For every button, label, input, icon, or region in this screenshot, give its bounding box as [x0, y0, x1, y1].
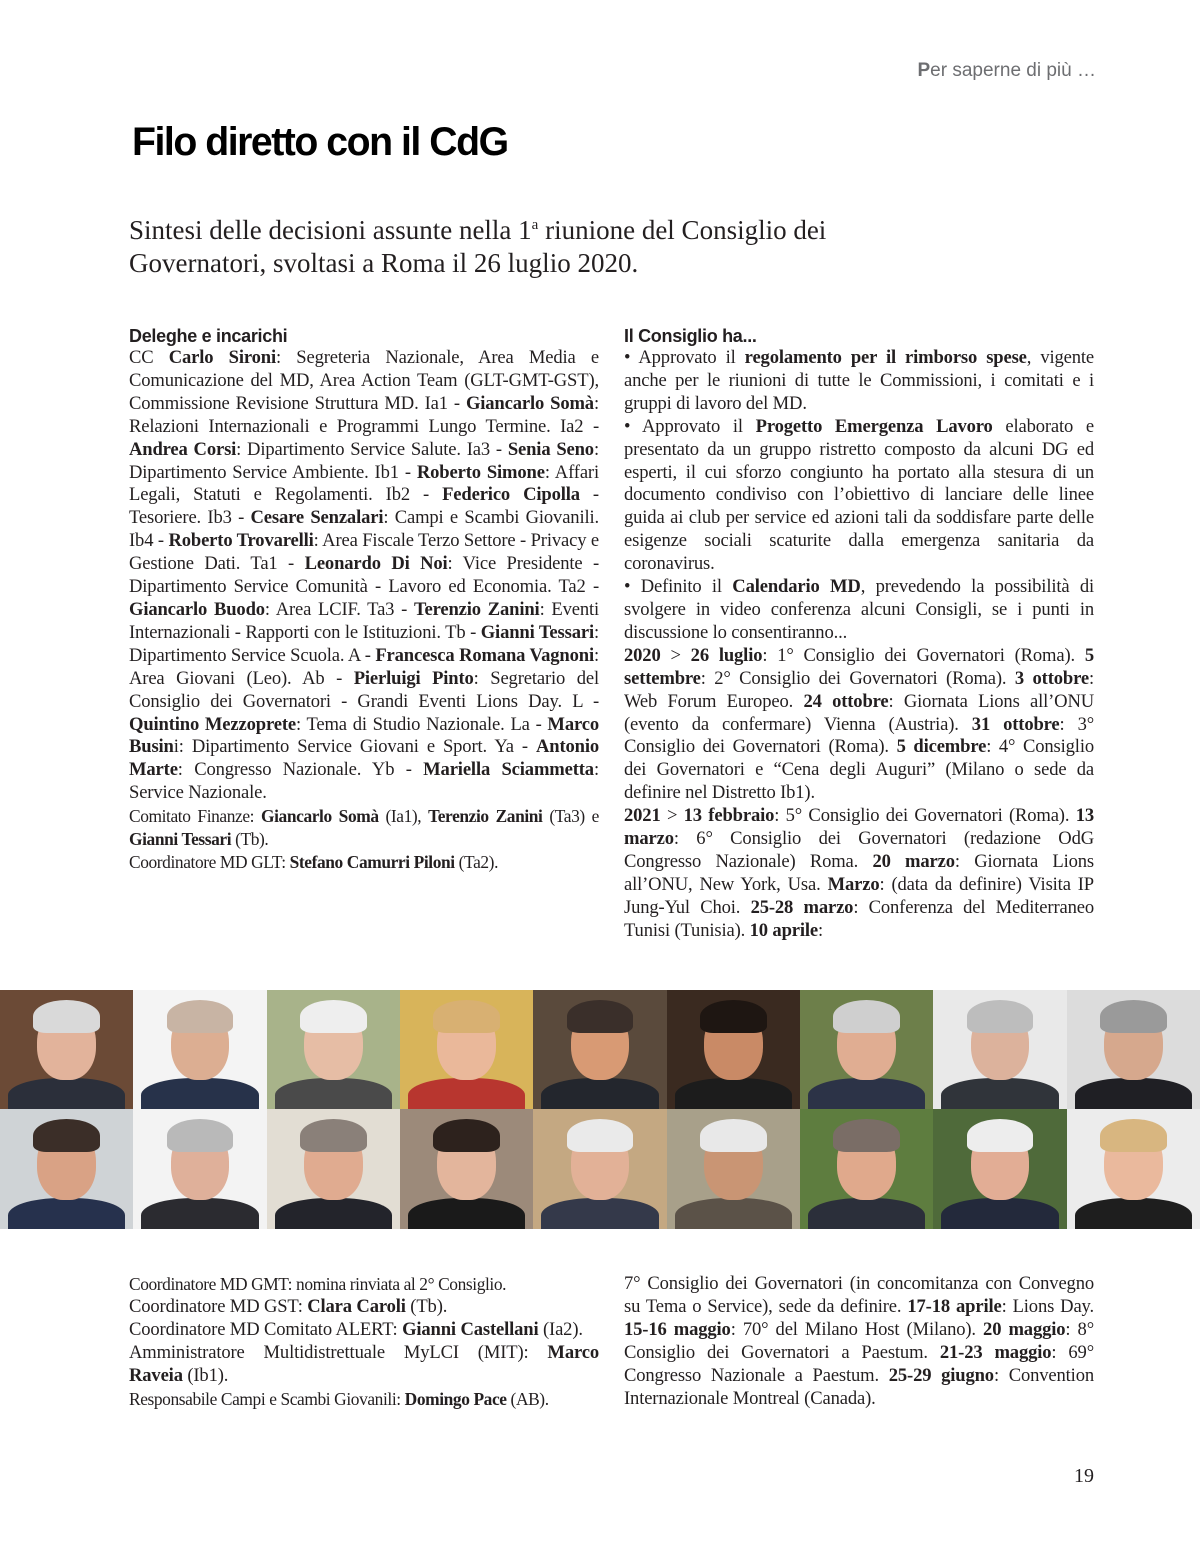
text-run: Responsabile Campi e Scambi Giovanili: — [129, 1388, 405, 1409]
text-run: • Approvato il — [624, 415, 756, 437]
bold-text: Roberto Trovarelli — [168, 530, 314, 552]
text-run: (Tb). — [231, 829, 269, 850]
paragraph — [624, 1273, 1094, 1410]
portrait-hair — [700, 1000, 767, 1033]
bold-text: Pierluigi Pinto — [353, 667, 474, 689]
governor-portrait — [0, 990, 133, 1109]
text-run: : Campi e Scambi Giovanili. Ib4 - — [129, 507, 599, 552]
portrait-body — [275, 1078, 392, 1109]
bold-text: Stefano Camurri Piloni — [289, 851, 455, 872]
bold-text: regolamento per il rimborso spese — [744, 347, 1027, 368]
bold-text: Carlo Sironi — [168, 347, 277, 368]
bottom-right-body — [624, 1273, 1094, 1410]
page-subtitle — [129, 209, 959, 280]
bold-text: 25-28 marzo — [750, 896, 854, 918]
bold-text: Calendario MD — [732, 576, 861, 598]
bold-text: Francesca Romana Vagnoni — [375, 644, 594, 666]
portrait-hair — [167, 1000, 234, 1033]
text-run: : 3° Consiglio dei Governatori (Roma). — [624, 713, 1095, 758]
text-run: : Segreteria Nazionale, Area Media e Comunicazione del MD, Area Action Team (GLT-GMT-GST), Commissione Revisione Struttura MD. Ia1 - — [129, 347, 599, 414]
bold-text: 3 ottobre — [1014, 667, 1089, 689]
portrait-body — [8, 1198, 125, 1229]
governors-photo-grid — [0, 990, 1200, 1229]
text-run: CC — [129, 347, 169, 368]
portrait-body — [675, 1198, 792, 1229]
portrait-body — [808, 1078, 925, 1109]
governor-portrait — [133, 1109, 266, 1229]
subtitle-superscript: a — [531, 217, 539, 233]
page-title: Filo diretto con il CdG — [132, 120, 508, 164]
bold-text: Gianni Tessari — [480, 621, 594, 643]
portrait-hair — [1100, 1000, 1167, 1033]
left-column-heading: Deleghe e incarichi — [129, 326, 288, 346]
bold-text: Giancarlo Somà — [465, 392, 594, 414]
text-run: elaborato e presentato da un gruppo ristretto composto da alcuni DG ed esperti, il cui sforzo congiunto ha portato alla stesura di un documento condiviso con l’obiettivo di lanciare delle linee guida ai club per service ed azioni tali da soddisfare parte delle esigenze sociali scaturite dalla emergenza sanitaria da coronavirus. — [624, 415, 1094, 575]
bold-text: 2020 — [624, 644, 661, 666]
text-run: : Service Nazionale. — [129, 759, 599, 804]
bold-text: Antonio Marte — [129, 736, 599, 781]
bold-text: 5 dicembre — [896, 736, 987, 758]
governor-portrait — [0, 1109, 133, 1229]
portrait-body — [941, 1198, 1058, 1229]
bold-text: Leonardo Di Noi — [304, 553, 448, 575]
bold-text: Marzo — [827, 873, 880, 895]
paragraph — [624, 576, 1094, 645]
portrait-hair — [433, 1000, 500, 1033]
portrait-hair — [167, 1119, 234, 1153]
subtitle-before: Sintesi delle decisioni assunte nella 1 — [129, 215, 532, 245]
governor-portrait — [400, 1109, 533, 1229]
portrait-body — [675, 1078, 792, 1109]
portrait-body — [141, 1198, 258, 1229]
text-run: : Eventi Internazionali - Rapporti con le Istituzioni. Tb - — [129, 598, 600, 643]
text-run: : Web Forum Europeo. — [624, 667, 1094, 712]
bold-text: Marco Busin — [129, 713, 599, 758]
bold-text: 17-18 aprile — [907, 1295, 1002, 1317]
portrait-hair — [300, 1000, 367, 1033]
text-run: • Approvato il — [624, 347, 745, 368]
portrait-hair — [700, 1119, 767, 1153]
portrait-body — [541, 1198, 658, 1229]
bold-text: 20 maggio — [983, 1318, 1066, 1340]
portrait-hair — [967, 1000, 1034, 1033]
bold-text: Marco Raveia — [129, 1341, 599, 1386]
text-run: : Giornata Lions all’ONU, New York, Usa. — [624, 850, 1094, 895]
bold-text: 31 ottobre — [971, 713, 1060, 735]
bold-text: 26 luglio — [690, 644, 763, 666]
portrait-body — [8, 1078, 125, 1109]
text-run: : Tema di Studio Nazionale. La - — [295, 713, 548, 735]
text-run: Coordinatore MD GLT: — [129, 851, 290, 872]
governor-portrait — [133, 990, 266, 1109]
section-tag — [917, 60, 1096, 82]
portrait-hair — [33, 1119, 100, 1153]
paragraph — [129, 1342, 599, 1388]
bold-text: Senia Seno — [507, 438, 594, 460]
bold-text: 2021 — [624, 805, 661, 827]
paragraph — [624, 347, 1094, 416]
bold-text: Giancarlo Buodo — [129, 598, 265, 620]
bold-text: Giancarlo Somà — [261, 806, 379, 827]
portrait-hair — [33, 1000, 100, 1033]
governor-portrait — [533, 1109, 666, 1229]
bold-text: Domingo Pace — [404, 1388, 507, 1409]
bold-text: Roberto Simone — [416, 461, 545, 483]
bold-text: 25-29 giugno — [888, 1364, 994, 1386]
text-run: : 69° Congresso Nazionale a Paestum. — [624, 1341, 1094, 1386]
text-run: : Affari Legali, Statuti e Regolamenti. Ib2 - — [129, 461, 599, 506]
text-run: • Definito il — [624, 576, 733, 598]
paragraph — [129, 1273, 599, 1296]
text-run: (Ib1). — [182, 1364, 229, 1386]
text-run: : Convention Internazionale Montreal (Canada). — [624, 1364, 1094, 1409]
portrait-hair — [833, 1119, 900, 1153]
text-run: > — [660, 805, 684, 827]
text-run: : Congresso Nazionale. Yb - — [177, 759, 424, 781]
text-run: : Giornata Lions all’ONU (evento da confermare) Vienna (Austria). — [624, 690, 1095, 735]
text-run: : Area Fiscale Terzo Settore - Privacy e Gestione Dati. Ta1 - — [129, 530, 599, 575]
paragraph — [129, 851, 599, 874]
portrait-body — [808, 1198, 925, 1229]
text-run: : Conferenza del Mediterraneo Tunisi (Tunisia). — [624, 896, 1094, 941]
bold-text: 21-23 maggio — [939, 1341, 1052, 1363]
governor-portrait — [1067, 1109, 1200, 1229]
text-run: Coordinatore MD GMT: nomina rinviata al 2° Consiglio. — [129, 1274, 507, 1294]
text-run: : Dipartimento Service Salute. Ia3 - — [236, 438, 508, 460]
portrait-hair — [567, 1000, 634, 1033]
text-run: 7° Consiglio dei Governatori (in concomitanza con Convegno su Tema o Service), sede da definire. — [624, 1273, 1094, 1317]
governor-portrait — [800, 1109, 933, 1229]
portrait-body — [408, 1078, 525, 1109]
paragraph — [129, 347, 599, 805]
text-run: Coordinatore MD Comitato ALERT: — [129, 1318, 403, 1340]
paragraph — [624, 805, 1094, 942]
section-tag-initial: P — [917, 60, 931, 81]
paragraph — [129, 805, 599, 851]
portrait-body — [941, 1078, 1058, 1109]
text-run: : Area Giovani (Leo). Ab - — [129, 644, 599, 689]
right-column-heading: Il Consiglio ha... — [624, 326, 757, 346]
text-run: : 8° Consiglio dei Governatori a Paestum. — [624, 1318, 1094, 1363]
text-run: : 5° Consiglio dei Governatori (Roma). — [774, 805, 1076, 827]
left-column — [129, 325, 599, 874]
text-run: : 1° Consiglio dei Governatori (Roma). — [762, 644, 1085, 666]
left-column-body — [129, 347, 599, 874]
bold-text: 13 marzo — [624, 805, 1095, 850]
text-run: (Ia1), — [378, 806, 429, 827]
portrait-hair — [567, 1119, 634, 1153]
bold-text: 15-16 maggio — [624, 1318, 731, 1340]
bold-text: Terenzio Zanini — [413, 598, 540, 620]
portrait-body — [408, 1198, 525, 1229]
bold-text: Federico Cipolla — [442, 484, 580, 506]
text-run: > — [660, 644, 691, 666]
text-run: : Dipartimento Service Scuola. A - — [129, 621, 599, 666]
text-run: : Lions Day. — [1001, 1295, 1094, 1317]
bold-text: Andrea Corsi — [129, 438, 237, 460]
text-run: - Tesoriere. Ib3 - — [129, 484, 599, 529]
text-run: (Tb). — [405, 1295, 448, 1317]
portrait-hair — [833, 1000, 900, 1033]
governor-portrait — [400, 990, 533, 1109]
text-run: : 70° del Milano Host (Milano). — [730, 1318, 984, 1340]
text-run: (Ta3) e — [542, 806, 599, 827]
text-run: : Segretario del Consiglio dei Governatori - Grandi Eventi Lions Day. L - — [129, 667, 599, 712]
portrait-body — [275, 1198, 392, 1229]
governor-portrait — [1067, 990, 1200, 1109]
governor-portrait — [667, 1109, 800, 1229]
right-column — [624, 325, 1094, 943]
text-run: (Ia2). — [538, 1318, 583, 1340]
text-run: : — [818, 919, 824, 941]
bold-text: 5 settembre — [624, 644, 1095, 689]
text-run: , prevedendo la possibilità di svolgere in video conferenza alcuni Consigli, se i punti in discussione lo consentiranno... — [624, 576, 1095, 643]
bold-text: Gianni Tessari — [129, 829, 232, 850]
portrait-hair — [967, 1119, 1034, 1153]
paragraph — [129, 1296, 599, 1319]
bottom-right-column — [624, 1273, 1094, 1410]
text-run: , vigente anche per le riunioni di tutte le Commissioni, i comitati e i gruppi di lavoro del MD. — [624, 347, 1094, 414]
portrait-body — [1075, 1198, 1192, 1229]
text-run: : 4° Consiglio dei Governatori e “Cena degli Auguri” (Milano o sede da definire nel Distretto Ib1). — [624, 736, 1094, 804]
paragraph — [129, 1319, 599, 1342]
bold-text: Quintino Mezzoprete — [129, 713, 296, 735]
bottom-left-body — [129, 1273, 599, 1410]
bold-text: Gianni Castellani — [402, 1318, 539, 1340]
bold-text: 24 ottobre — [803, 690, 889, 712]
bold-text: Progetto Emergenza Lavoro — [755, 415, 993, 437]
text-run: (AB). — [506, 1388, 549, 1409]
text-run: Coordinatore MD GST: — [129, 1295, 308, 1317]
governor-portrait — [267, 990, 400, 1109]
portrait-hair — [1100, 1119, 1167, 1153]
text-run: i: Dipartimento Service Giovani e Sport. Ya - — [173, 736, 536, 758]
portrait-body — [141, 1078, 258, 1109]
governor-portrait — [800, 990, 933, 1109]
bold-text: 13 febbraio — [683, 805, 775, 827]
bold-text: Cesare Senzalari — [250, 507, 384, 529]
bold-text: Mariella Sciammetta — [423, 759, 594, 781]
paragraph — [624, 416, 1094, 576]
text-run: (Ta2). — [454, 851, 499, 872]
bold-text: 10 aprile — [749, 919, 818, 941]
portrait-hair — [300, 1119, 367, 1153]
subtitle-after: riunione del Consiglio dei Governatori, svoltasi a Roma il 26 luglio 2020. — [129, 215, 827, 278]
bottom-left-column — [129, 1273, 599, 1410]
paragraph — [624, 645, 1094, 805]
text-run: Amministratore Multidistrettuale MyLCI (MIT): — [129, 1341, 548, 1363]
text-run: : (data da definire) Visita IP Jung-Yul Choi. — [624, 873, 1094, 918]
text-run: : Dipartimento Service Ambiente. Ib1 - — [129, 438, 599, 483]
section-tag-text: er saperne di più … — [930, 60, 1096, 81]
text-run: : Area LCIF. Ta3 - — [264, 598, 414, 620]
portrait-hair — [433, 1119, 500, 1153]
text-run: Comitato Finanze: — [129, 806, 261, 827]
paragraph — [129, 1388, 599, 1411]
text-run: : 6° Consiglio dei Governatori (redazione OdG Congresso Nazionale) Roma. — [624, 828, 1094, 872]
governor-portrait — [933, 1109, 1066, 1229]
governor-portrait — [533, 990, 666, 1109]
page-number: 19 — [1074, 1465, 1094, 1487]
bold-text: Clara Caroli — [307, 1295, 406, 1317]
text-run: : Relazioni Internazionali e Programmi Lungo Termine. Ia2 - — [129, 392, 599, 437]
portrait-body — [541, 1078, 658, 1109]
governor-portrait — [667, 990, 800, 1109]
governor-portrait — [267, 1109, 400, 1229]
bold-text: 20 marzo — [872, 850, 955, 872]
text-run: : Vice Presidente - Dipartimento Service Comunità - Lavoro ed Economia. Ta2 - — [129, 553, 600, 598]
governor-portrait — [933, 990, 1066, 1109]
bold-text: Terenzio Zanini — [428, 806, 543, 827]
right-column-body — [624, 347, 1094, 943]
portrait-body — [1075, 1078, 1192, 1109]
text-run: : 2° Consiglio dei Governatori (Roma). — [700, 667, 1015, 689]
